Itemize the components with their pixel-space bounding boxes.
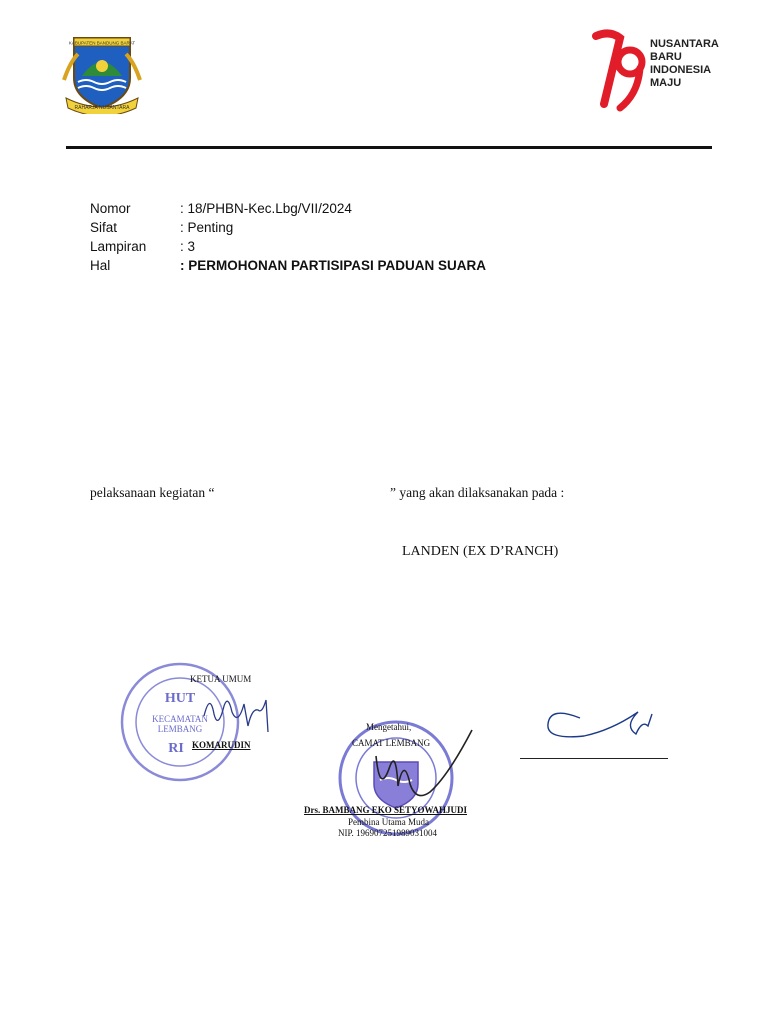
center-mengetahui: Mengetahui,	[366, 722, 412, 732]
tagline-line-2: BARU	[650, 51, 682, 63]
stamp-line-2: LEMBANG	[157, 724, 203, 734]
hal-value: : PERMOHONAN PARTISIPASI PADUAN SUARA	[180, 258, 487, 273]
left-signer-title: KETUA UMUM	[190, 674, 252, 684]
hut-ri-79-logo	[590, 28, 719, 116]
stamp-top-text: HUT	[164, 691, 196, 706]
left-signature-icon	[200, 686, 280, 736]
tagline-line-4: MAJU	[650, 77, 682, 89]
tagline-line-3: INDONESIA	[650, 64, 712, 76]
center-signer-name: Drs. BAMBANG EKO SETYOWAHJUDI	[304, 805, 468, 815]
sifat-label: Sifat	[90, 220, 118, 235]
emblem-motto: RAHARJA NUSANTARA	[74, 105, 130, 111]
left-signer-name: KOMARUDIN	[192, 740, 251, 750]
body-sentence-start: pelaksanaan kegiatan “	[90, 485, 215, 500]
lampiran-label: Lampiran	[90, 239, 147, 254]
signature-icon	[540, 700, 660, 750]
tagline-line-1: NUSANTARA	[650, 38, 719, 50]
center-signature-icon	[368, 726, 478, 806]
logo-tagline	[650, 38, 719, 90]
stamp-line-1: KECAMATAN	[152, 714, 208, 724]
center-signer-nip: NIP. 196907251989031004	[338, 828, 438, 838]
hut-ri-79-logo-icon	[590, 28, 648, 114]
center-position: CAMAT LEMBANG	[352, 738, 431, 748]
hal-label: Hal	[90, 258, 111, 273]
stamp-bottom-text: RI	[168, 741, 184, 756]
center-signer-rank: Pembina Utama Muda	[348, 817, 429, 827]
body-sentence-end: ” yang akan dilaksanakan pada :	[390, 485, 565, 500]
kabupaten-emblem	[62, 32, 142, 114]
emblem-banner-text: KABUPATEN BANDUNG BARAT	[68, 40, 136, 46]
kabupaten-bandung-barat-emblem-icon	[62, 32, 142, 114]
event-location: LANDEN (EX D’RANCH)	[402, 544, 559, 559]
sifat-value: : Penting	[180, 220, 234, 235]
lampiran-value: : 3	[180, 239, 196, 254]
right-signature-line	[520, 758, 668, 759]
header-divider	[66, 146, 712, 149]
nomor-label: Nomor	[90, 201, 131, 216]
nomor-value: : 18/PHBN-Kec.Lbg/VII/2024	[180, 201, 352, 216]
